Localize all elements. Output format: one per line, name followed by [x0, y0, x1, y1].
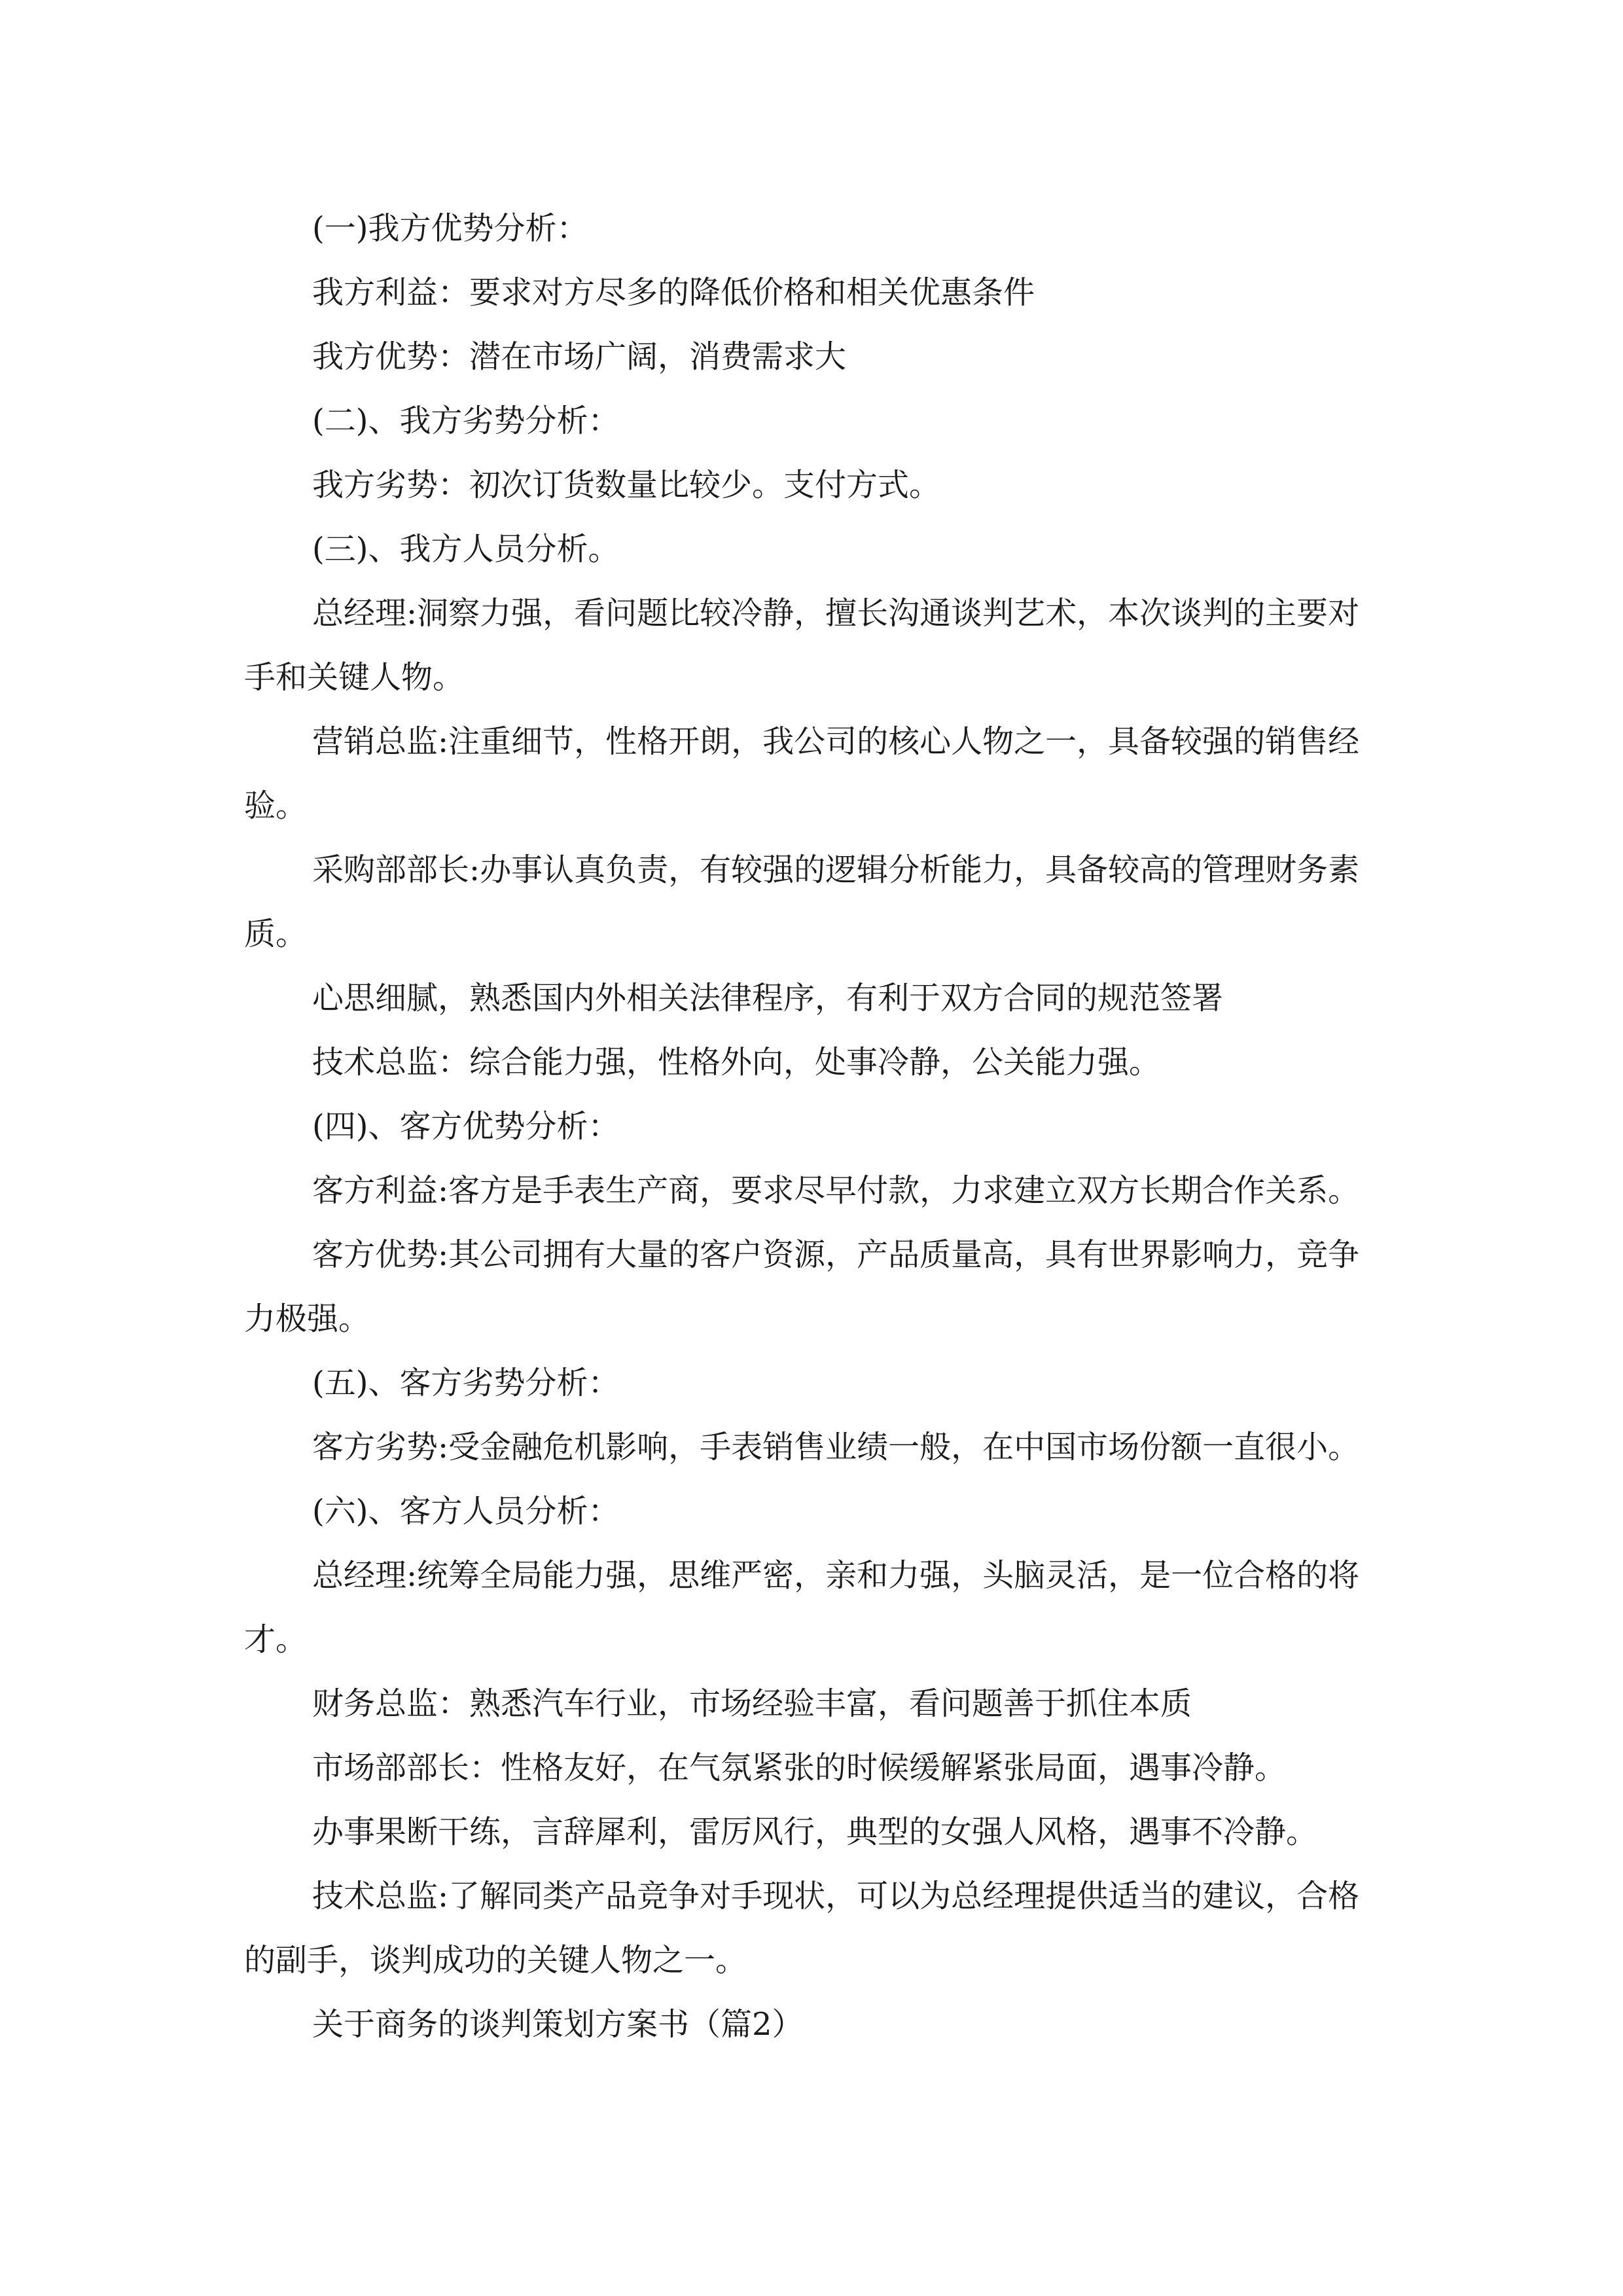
paragraph-our-purchasing-head: 采购部部长:办事认真负责，有较强的逻辑分析能力，具备较高的管理财务素质。: [244, 852, 1360, 952]
paragraph-client-finance-director: 财务总监：熟悉汽车行业，市场经验丰富，看问题善于抓住本质: [312, 1685, 1192, 1722]
paragraph-our-disadvantage: 我方劣势：初次订货数量比较少。支付方式。: [312, 467, 941, 503]
paragraph-client-advantage: 客方优势:其公司拥有大量的客户资源，产品质量高，具有世界影响力，竞争力极强。: [244, 1236, 1360, 1337]
paragraph-client-advantage-heading: (四)、客方优势分析：: [312, 1108, 620, 1145]
paragraph-our-advantage: 我方优势：潜在市场广阔，消费需求大: [312, 338, 847, 375]
paragraph-client-decisive-staff: 办事果断干练，言辞犀利，雷厉风行，典型的女强人风格，遇事不冷静。: [312, 1814, 1318, 1850]
paragraph-our-staff-heading: (三)、我方人员分析。: [312, 531, 620, 567]
paragraph-client-tech-director: 技术总监:了解同类产品竞争对手现状，可以为总经理提供适当的建议，合格的副手，谈判成功的关键人物之一。: [244, 1878, 1360, 1979]
document-body: [244, 196, 1383, 2056]
paragraph-our-legal-staff: 心思细腻，熟悉国内外相关法律程序，有利于双方合同的规范签署: [312, 980, 1224, 1016]
paragraph-client-disadvantage: 客方劣势:受金融危机影响，手表销售业绩一般，在中国市场份额一直很小。: [312, 1429, 1360, 1465]
paragraph-section-title-part2: 关于商务的谈判策划方案书（篇2）: [312, 2006, 804, 2043]
paragraph-client-staff-heading: (六)、客方人员分析：: [312, 1493, 620, 1530]
paragraph-our-general-manager: 总经理:洞察力强，看问题比较冷静，擅长沟通谈判艺术，本次谈判的主要对手和关键人物。: [244, 595, 1360, 696]
paragraph-our-disadvantage-heading: (二)、我方劣势分析：: [312, 403, 620, 439]
paragraph-client-disadvantage-heading: (五)、客方劣势分析：: [312, 1365, 620, 1401]
paragraph-our-interest: 我方利益：要求对方尽多的降低价格和相关优惠条件: [312, 274, 1035, 311]
paragraph-our-advantage-heading: (一)我方优势分析：: [312, 210, 588, 247]
paragraph-client-market-head: 市场部部长：性格友好，在气氛紧张的时候缓解紧张局面，遇事冷静。: [312, 1749, 1287, 1786]
paragraph-our-marketing-director: 营销总监:注重细节，性格开朗，我公司的核心人物之一，具备较强的销售经验。: [244, 723, 1360, 824]
paragraph-our-tech-director: 技术总监：综合能力强，性格外向，处事冷静，公关能力强。: [312, 1044, 1161, 1081]
paragraph-client-interest: 客方利益:客方是手表生产商，要求尽早付款，力求建立双方长期合作关系。: [312, 1172, 1360, 1209]
paragraph-client-general-manager: 总经理:统筹全局能力强，思维严密，亲和力强，头脑灵活，是一位合格的将才。: [244, 1557, 1360, 1658]
